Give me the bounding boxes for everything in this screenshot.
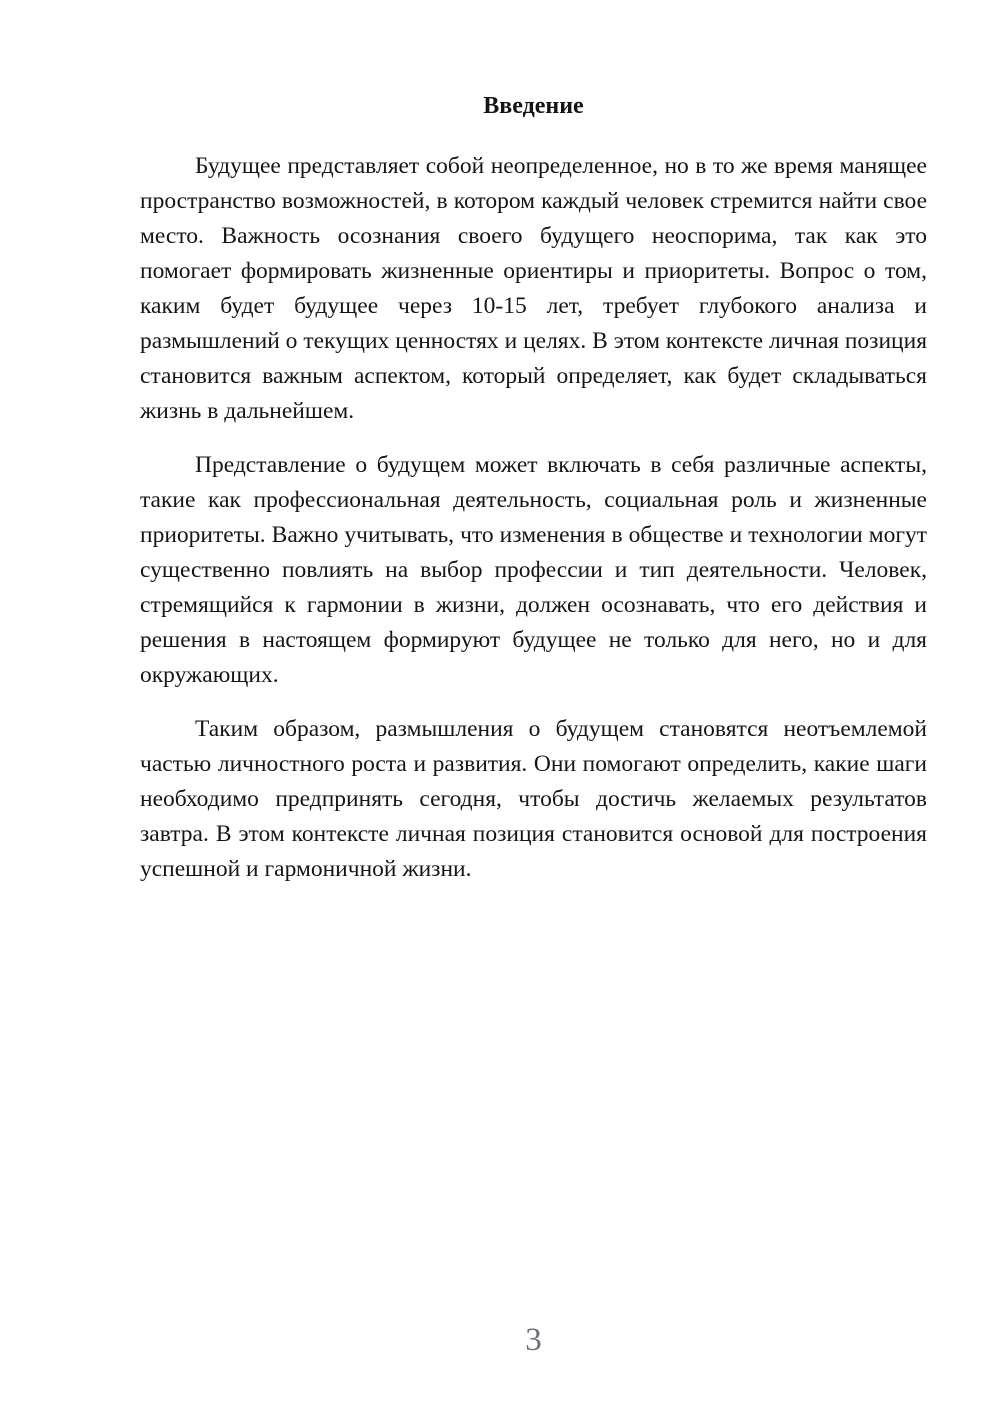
section-heading: Введение [483, 93, 584, 119]
paragraph-intro-3: Таким образом, размышления о будущем становятся неотъемлемой частью личностного роста и развития. Они помогают определить, какие шаги необходимо предпринять сегодня, чтобы достичь желаемых результатов завтра. В этом контексте личная позиция становится основой для построения успешной и гармоничной жизни. [140, 716, 927, 882]
page-number: 3 [525, 1322, 542, 1358]
paragraph-intro-2: Представление о будущем может включать в себя различные аспекты, такие как профессиональная деятельность, социальная роль и жизненные приоритеты. Важно учитывать, что изменения в обществе и технологии могут существенно повлиять на выбор профессии и тип деятельности. Человек, стремящийся к гармонии в жизни, должен осознавать, что его действия и решения в настоящем формируют будущее не только для него, но и для окружающих. [140, 452, 927, 688]
paragraph-intro-1: Будущее представляет собой неопределенное, но в то же время манящее пространство возможностей, в котором каждый человек стремится найти свое место. Важность осознания своего будущего неоспорима, так как это помогает формировать жизненные ориентиры и приоритеты. Вопрос о том, каким будет будущее через 10-15 лет, требует глубокого анализа и размышлений о текущих ценностях и целях. В этом контексте личная позиция становится важным аспектом, который определяет, как будет складываться жизнь в дальнейшем. [140, 153, 927, 424]
